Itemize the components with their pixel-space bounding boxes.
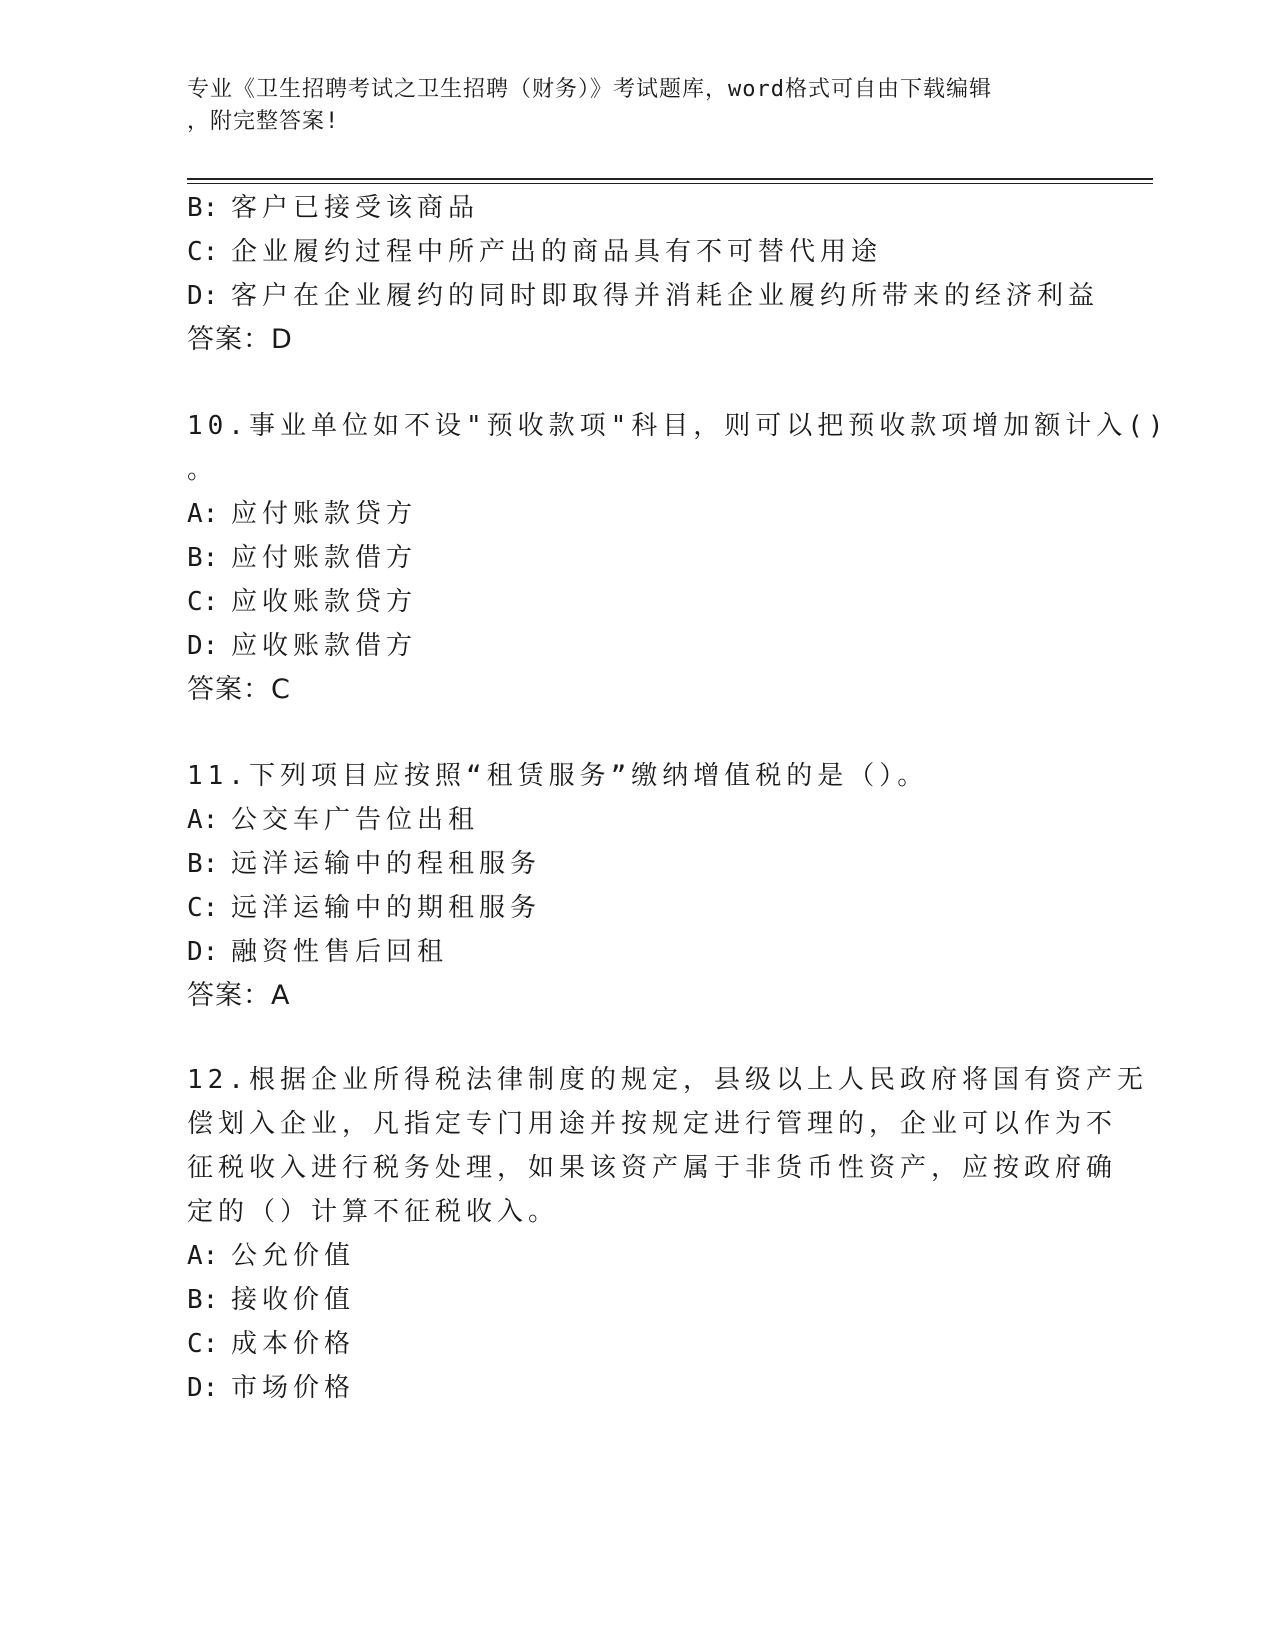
q12-option-a: A: 公允价值: [187, 1241, 356, 1271]
q11-stem-line-1: 11.下列项目应按照“租赁服务”缴纳增值税的是（）。: [187, 761, 929, 791]
q10-option-d: D: 应收账款借方: [187, 631, 418, 661]
header-divider: [187, 178, 1153, 180]
q12-option-b: B: 接收价值: [187, 1285, 356, 1315]
header-line-2: ，附完整答案!: [187, 109, 340, 134]
header-divider-thin: [187, 183, 1153, 184]
q11-option-c: C: 远洋运输中的期租服务: [187, 893, 542, 923]
q11-option-a: A: 公交车广告位出租: [187, 805, 480, 835]
q12-option-c: C: 成本价格: [187, 1329, 356, 1359]
q9-option-c: C: 企业履约过程中所产出的商品具有不可替代用途: [187, 237, 883, 267]
q10-option-c: C: 应收账款贷方: [187, 587, 418, 617]
q10-option-a: A: 应付账款贷方: [187, 499, 418, 529]
header-line-1: 专业《卫生招聘考试之卫生招聘（财务）》考试题库，word格式可自由下载编辑: [187, 77, 992, 102]
q9-answer: 答案：D: [187, 324, 293, 355]
q12-stem-line-3: 征税收入进行税务处理，如果该资产属于非货币性资产，应按政府确: [187, 1153, 1118, 1183]
q12-stem-line-1: 12.根据企业所得税法律制度的规定，县级以上人民政府将国有资产无: [187, 1065, 1148, 1095]
q12-option-d: D: 市场价格: [187, 1373, 356, 1403]
q10-stem-line-1: 10.事业单位如不设"预收款项"科目，则可以把预收款项增加额计入(): [187, 411, 1169, 441]
q10-option-b: B: 应付账款借方: [187, 543, 418, 573]
q11-option-d: D: 融资性售后回租: [187, 937, 449, 967]
q11-answer: 答案：A: [187, 980, 291, 1011]
document-header: [187, 74, 1087, 138]
q12-stem-line-4: 定的（）计算不征税收入。: [187, 1197, 560, 1227]
q10-stem-line-2: 。: [187, 455, 219, 485]
q11-option-b: B: 远洋运输中的程租服务: [187, 849, 542, 879]
q9-option-d: D: 客户在企业履约的同时即取得并消耗企业履约所带来的经济利益: [187, 281, 1100, 311]
q10-answer: 答案：C: [187, 674, 291, 705]
q9-option-b: B: 客户已接受该商品: [187, 193, 480, 223]
q12-stem-line-2: 偿划入企业，凡指定专门用途并按规定进行管理的，企业可以作为不: [187, 1109, 1118, 1139]
